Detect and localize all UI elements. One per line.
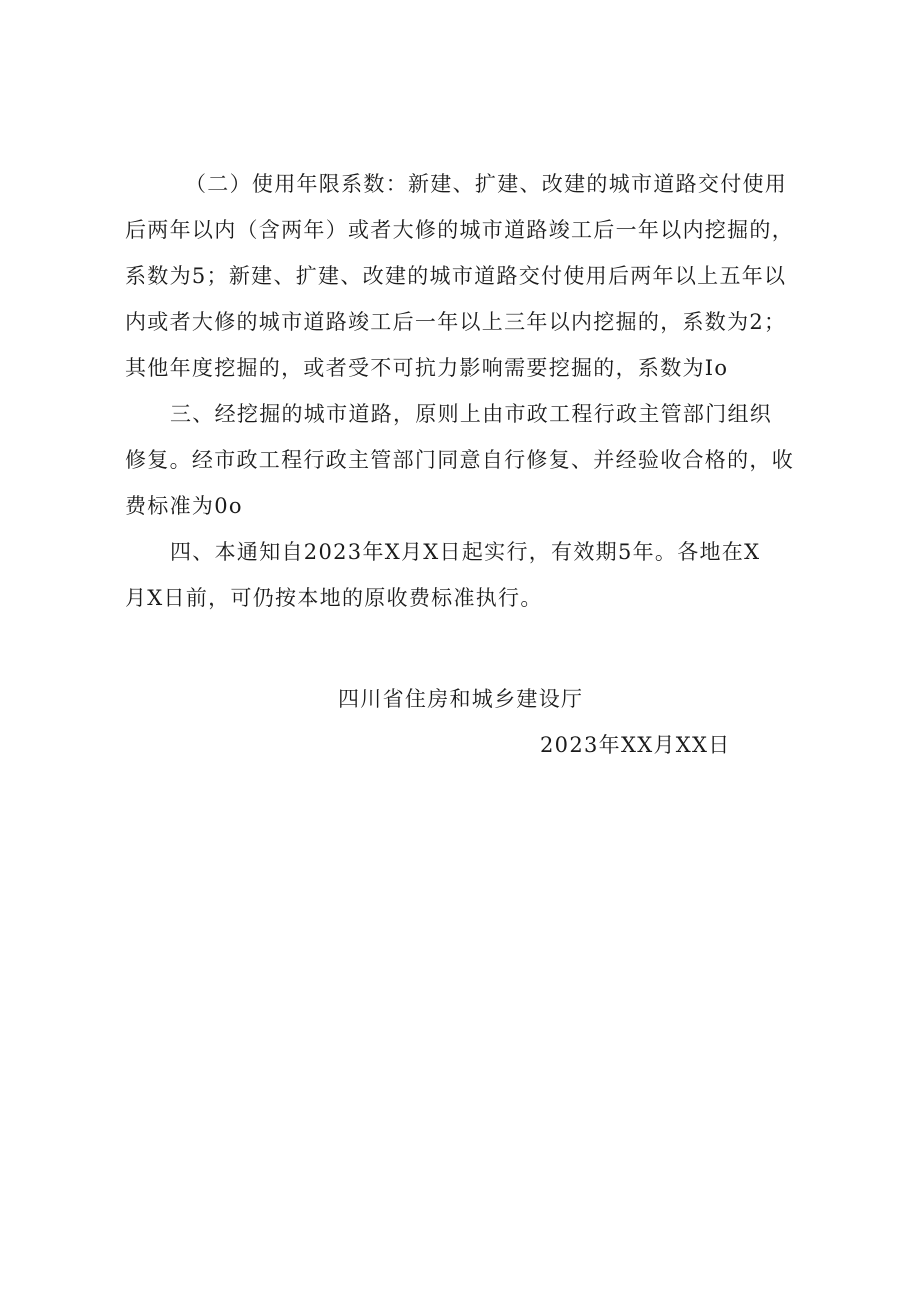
paragraph-2-line-2: 修复。经市政工程行政主管部门同意自行修复、并经验收合格的，收 xyxy=(125,448,794,472)
paragraph-3-line-2: 月X日前，可仍按本地的原收费标准执行。 xyxy=(125,586,543,610)
paragraph-3-line-1: 四、本通知自2023年X月X日起实行，有效期5年。各地在X xyxy=(170,540,761,564)
paragraph-1-line-5: 其他年度挖掘的，或者受不可抗力影响需要挖掘的，系数为Io xyxy=(125,356,729,380)
issue-date: 2023年XX月XX日 xyxy=(540,733,731,757)
paragraph-1-line-3: 系数为5；新建、扩建、改建的城市道路交付使用后两年以上五年以 xyxy=(125,264,787,288)
paragraph-1-line-1: （二）使用年限系数：新建、扩建、改建的城市道路交付使用 xyxy=(185,172,788,196)
paragraph-1-line-2: 后两年以内（含两年）或者大修的城市道路竣工后一年以内挖掘的， xyxy=(125,218,794,242)
paragraph-2-line-1: 三、经挖掘的城市道路，原则上由市政工程行政主管部门组织 xyxy=(170,402,773,426)
issuer-name: 四川省住房和城乡建设厅 xyxy=(338,687,584,711)
paragraph-2-line-3: 费标准为0o xyxy=(125,494,243,518)
paragraph-1-line-4: 内或者大修的城市道路竣工后一年以上三年以内挖掘的，系数为2； xyxy=(125,310,787,334)
